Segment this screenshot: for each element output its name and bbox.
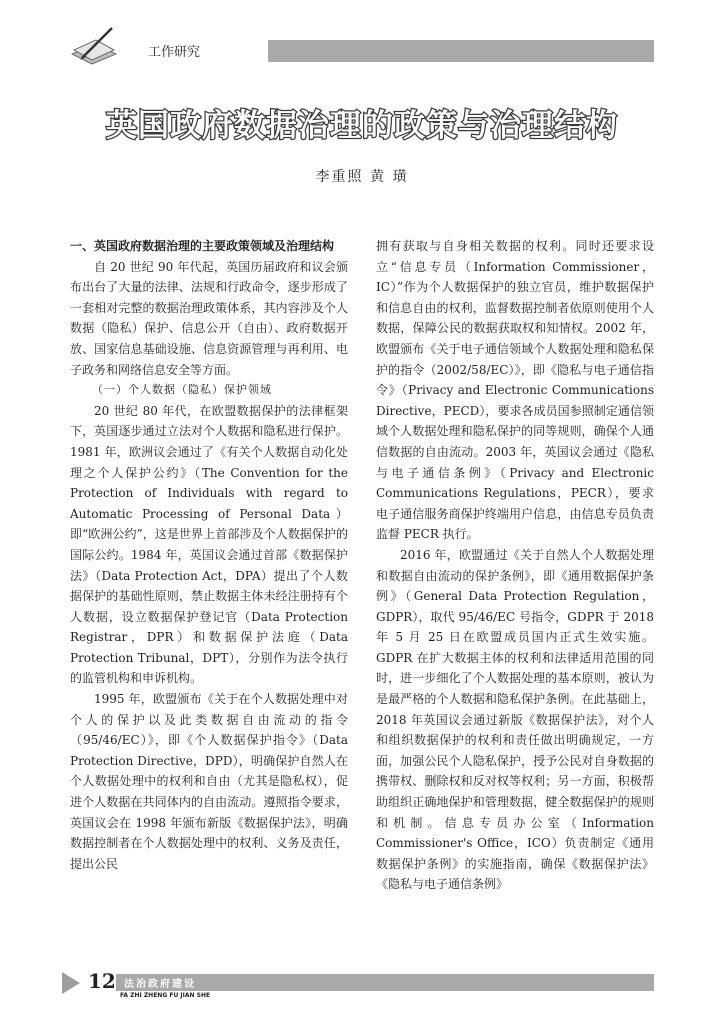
page-number: 12 [88,969,116,993]
paragraph-continued: 拥有获取与自身相关数据的权利。同时还要求设立“信息专员（Information Commissioner，IC）”作为个人数据保护的独立官员，维护数据保护和信息自由的权利，监督数据控制者依原则使用个人数据，保障公民的数据获取权和知情权。2002 年，欧盟颁布《关于电子通信领域个人数据处理和隐私保护的指令（2002/58/EC）》，即《隐私与电子通信指令》（Privacy and Electronic Communications Directive，PECD），要求各成员国参照制定通信领域个人数据处理和隐私保护的同等规则，确保个人通信数据的自由流动。2003 年，英国议会通过《隐私与电子通信条例》（Privacy and Electronic Communications Regulations，PECR），要求电子通信服务商保护终端用户信息，由信息专员负责监督 PECR 执行。 [376,239,654,542]
page-header [0,0,724,80]
header-bar [268,40,654,62]
subsection-heading: （一）个人数据（隐私）保护领域 [92,383,272,397]
paragraph: 20 世纪 80 年代，在欧盟数据保护的法律框架下，英国逐步通过立法对个人数据和隐私进行保护。1981 年，欧洲议会通过了《有关个人数据自动化处理之个人保护公约》（The Convention for the Protection of Individuals with regard to Automatic Processing of Personal Data）即“欧洲公约”，这是世界上首部涉及个人数据保护的国际公约。1984 年，英国议会通过首部《数据保护法》（Data Protection Act，DPA）提出了个人数据保护的基础性原则，禁止数据主体未经注册持有个人数据，设立数据保护登记官（Data Protection Registrar，DPR）和数据保护法庭（Data Protection Tribunal，DPT），分别作为法令执行的监管机构和申诉机构。 [70,403,348,686]
article-authors: 李重照 黄 璜 [315,169,409,185]
pen-on-paper-icon [70,24,120,68]
section-label: 工作研究 [148,45,201,60]
left-column [70,236,348,874]
footer-bar [116,974,654,991]
page-footer [0,966,724,1006]
article-title: 英国政府数据治理的政策与治理结构 [106,108,618,144]
paragraph: 自 20 世纪 90 年代起，英国历届政府和议会颁布出台了大量的法律、法规和行政命令，逐步形成了一套相对完整的数据治理政策体系，其内容涉及个人数据（隐私）保护、信息公开（自由）、政府数据开放、国家信息基础设施、信息资源管理与再利用、电子政务和网络信息安全等方面。 [70,259,348,377]
paragraph: 2016 年，欧盟通过《关于自然人个人数据处理和数据自由流动的保护条例》，即《通用数据保护条例》（General Data Protection Regulation，GDPR），取代 95/46/EC 号指令，GDPR 于 2018 年 5 月 25 日在欧盟成员国内正式生效实施。GDPR 在扩大数据主体的权利和法律适用范围的同时，进一步细化了个人数据处理的基本原则，被认为是最严格的个人数据和隐私保护条例。在此基础上，2018 年英国议会通过新版《数据保护法》，对个人和组织数据保护的权利和责任做出明确规定，一方面，加强公民个人隐私保护，授予公民对自身数据的携带权、删除权和反对权等权利；另一方面，积极帮助组织正确地保护和管理数据，健全数据保护的规则和机制。信息专员办公室（Information Commissioner's Office，ICO）负责制定《通用数据保护条例》的实施指南，确保《数据保护法》《隐私与电子通信条例》 [376,547,654,892]
triangle-marker-icon [62,972,80,994]
journal-pinyin: FA ZHI ZHENG FU JIAN SHE [120,992,211,999]
paragraph: 1995 年，欧盟颁布《关于在个人数据处理中对个人的保护以及此类数据自由流动的指令（95/46/EC）》，即《个人数据保护指令》（Data Protection Directive，DPD），明确保护自然人在个人数据处理中的权利和自由（尤其是隐私权），促进个人数据在共同体内的自由流动。遵照指令要求，英国议会在 1998 年颁布新版《数据保护法》，明确数据控制者在个人数据处理中的权利、义务及责任，提出公民 [70,692,348,871]
journal-name: 法治政府建设 [124,979,196,990]
section-heading: 一、英国政府数据治理的主要政策领域及治理结构 [70,239,335,253]
right-column [376,236,654,895]
